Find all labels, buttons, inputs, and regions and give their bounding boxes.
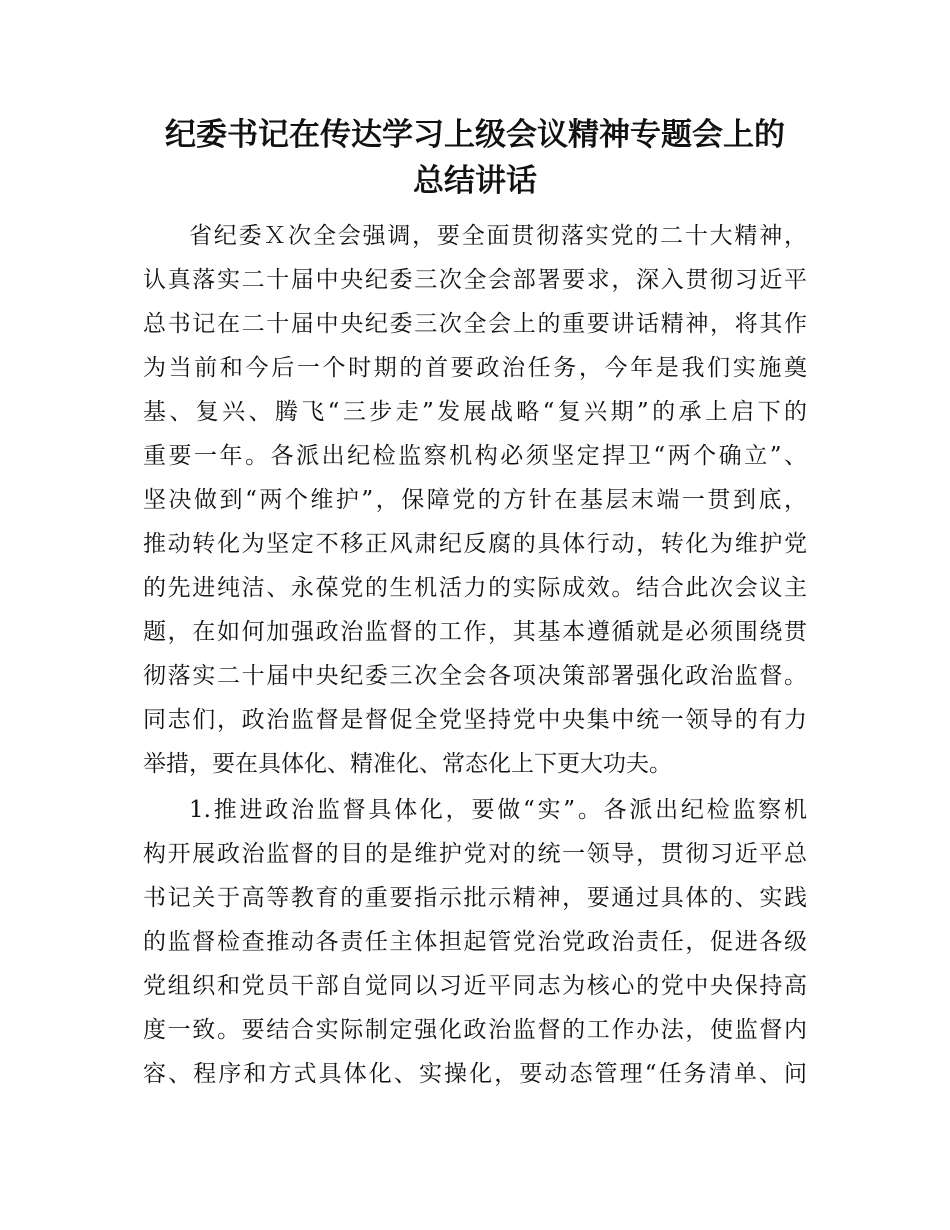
paragraph-line: 书记关于高等教育的重要指示批示精神，要通过具体的、实践 [143,885,807,911]
paragraph-line: 同志们，政治监督是督促全党坚持党中央集中统一领导的有力 [143,707,807,733]
paragraph-line: 彻落实二十届中央纪委三次全会各项决策部署强化政治监督。 [143,663,807,689]
paragraph-line: 构开展政治监督的目的是维护党对的统一领导，贯彻习近平总 [143,841,807,867]
paragraph-line: 党组织和党员干部自觉同以习近平同志为核心的党中央保持高 [143,973,807,999]
paragraph-line: 1.推进政治监督具体化，要做“实”。各派出纪检监察机 [189,797,807,823]
paragraph-line: 的监督检查推动各责任主体担起管党治党政治责任，促进各级 [143,929,807,955]
paragraph-line: 基、复兴、腾飞“三步走”发展战略“复兴期”的承上启下的 [143,399,807,425]
document-title-line-2: 总结讲话 [413,163,537,199]
paragraph-line: 重要一年。各派出纪检监察机构必须坚定捍卫“两个确立”、 [143,443,807,469]
paragraph-line: 认真落实二十届中央纪委三次全会部署要求，深入贯彻习近平 [143,267,807,293]
paragraph-line: 容、程序和方式具体化、实操化，要动态管理“任务清单、问 [143,1061,807,1087]
document-title-line-1: 纪委书记在传达学习上级会议精神专题会上的 [165,117,785,153]
paragraph-line: 举措，要在具体化、精准化、常态化上下更大功夫。 [143,751,672,777]
paragraph-line: 为当前和今后一个时期的首要政治任务，今年是我们实施奠 [143,355,807,381]
paragraph-line: 总书记在二十届中央纪委三次全会上的重要讲话精神，将其作 [143,311,807,337]
paragraph-line: 题，在如何加强政治监督的工作，其基本遵循就是必须围绕贯 [143,619,807,645]
paragraph-line: 的先进纯洁、永葆党的生机活力的实际成效。结合此次会议主 [143,575,807,601]
paragraph-line: 度一致。要结合实际制定强化政治监督的工作办法，使监督内 [143,1017,807,1043]
paragraph-line: 省纪委Ｘ次全会强调，要全面贯彻落实党的二十大精神， [189,223,807,249]
paragraph-line: 坚决做到“两个维护”，保障党的方针在基层末端一贯到底， [143,487,807,513]
paragraph-line: 推动转化为坚定不移正风肃纪反腐的具体行动，转化为维护党 [143,531,807,557]
